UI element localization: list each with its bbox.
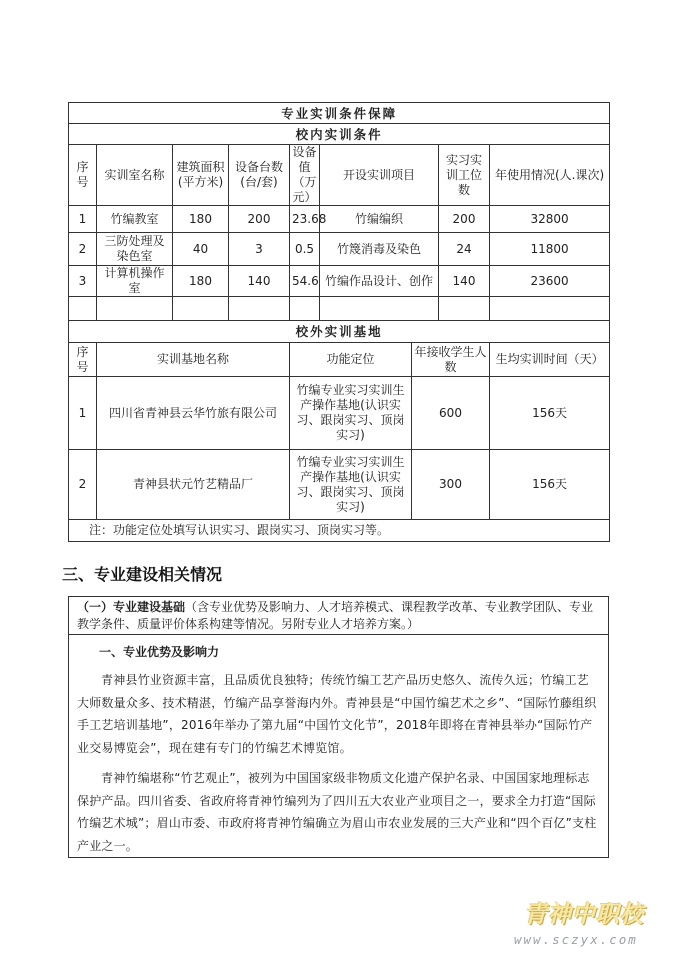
col-header-base-name: 实训基地名称 (97, 343, 290, 377)
cell: 0.5 (290, 233, 320, 266)
cell: 1 (69, 377, 97, 450)
cell: 140 (229, 266, 290, 297)
cell: 2 (69, 233, 97, 266)
cell: 11800 (490, 233, 610, 266)
internal-header-row (69, 145, 610, 206)
external-section-title: 校外实训基地 (69, 321, 610, 343)
col-header-equip-count: 设备台数(台/套) (229, 145, 290, 206)
table-title: 专业实训条件保障 (69, 103, 610, 124)
cell: 180 (173, 266, 229, 297)
cell: 计算机操作室 (97, 266, 173, 297)
col-header-room: 实训室名称 (97, 145, 173, 206)
table-row (69, 206, 610, 233)
col-header-usage: 年使用情况(人.课次) (490, 145, 610, 206)
watermark-logo: 青神中职校 (524, 902, 644, 928)
cell: 32800 (490, 206, 610, 233)
paragraph-1: 青神县竹业资源丰富，且品质优良独特；传统竹编工艺产品历史悠久、流传久远；竹编工艺大师数量众多、技术精湛，竹编产品享誉海内外。青神县是“中国竹编艺术之乡”、“国际竹藤组织手工艺培训基地”，2016年举办了第九届“中国竹文化节”，2018年即将在青神县举办“国际竹产业交易博览会”，现在建有专门的竹编艺术博览馆。 (77, 673, 597, 755)
cell: 三防处理及染色室 (97, 233, 173, 266)
cell: 300 (412, 450, 490, 520)
col-header-stations: 实习实训工位数 (439, 145, 490, 206)
cell: 3 (69, 266, 97, 297)
cell: 200 (229, 206, 290, 233)
cell: 3 (229, 233, 290, 266)
table-row (69, 266, 610, 297)
col-header-students: 年接收学生人数 (412, 343, 490, 377)
cell: 竹编专业实习实训生产操作基地(认识实习、跟岗实习、顶岗实习) (290, 450, 412, 520)
cell: 23.68 (290, 206, 320, 233)
col-header-equip-value: 设备值（万元） (290, 145, 320, 206)
box-description: （含专业优势及影响力、人才培养模式、课程教学改革、专业教学团队、专业教学条件、质量评价体系构建等情况。另附专业人才培养方案。） (77, 600, 594, 631)
box-title: （一）专业建设基础 (77, 600, 186, 614)
cell: 23600 (490, 266, 610, 297)
cell: 140 (439, 266, 490, 297)
cell: 200 (439, 206, 490, 233)
cell: 四川省青神县云华竹旅有限公司 (97, 377, 290, 450)
cell: 600 (412, 377, 490, 450)
cell: 竹编编织 (320, 206, 439, 233)
col-header-days: 生均实训时间（天） (490, 343, 610, 377)
cell: 156天 (490, 450, 610, 520)
internal-section-title: 校内实训条件 (69, 124, 610, 145)
cell: 24 (439, 233, 490, 266)
table-row (69, 233, 610, 266)
cell: 40 (173, 233, 229, 266)
external-header-row (69, 343, 610, 377)
col-header-area: 建筑面积(平方米) (173, 145, 229, 206)
watermark-url: www.sczyx.com (514, 932, 638, 947)
section-title: 三、专业建设相关情况 (62, 565, 223, 584)
cell: 竹编教室 (97, 206, 173, 233)
box-header (69, 597, 608, 635)
cell: 竹编作品设计、创作 (320, 266, 439, 297)
table-row-empty (69, 297, 610, 321)
cell: 156天 (490, 377, 610, 450)
paragraph-2: 青神竹编堪称“竹艺观止”，被列为中国国家级非物质文化遗产保护名录、中国国家地理标志保护产品。四川省委、省政府将青神竹编列为了四川五大农业产业项目之一，要求全力打造“国际竹编艺术城”；眉山市委、市政府将青神竹编确立为眉山市农业发展的三大产业和“四个百亿”支柱产业之一。 (77, 771, 597, 853)
col-header-project: 开设实训项目 (320, 145, 439, 206)
cell: 2 (69, 450, 97, 520)
cell: 青神县状元竹艺精品厂 (97, 450, 290, 520)
table-row (69, 377, 610, 450)
cell: 54.6 (290, 266, 320, 297)
cell: 竹编专业实习实训生产操作基地(认识实习、跟岗实习、顶岗实习) (290, 377, 412, 450)
sub-heading: 一、专业优势及影响力 (99, 645, 220, 659)
cell: 1 (69, 206, 97, 233)
table-note: 注：功能定位处填写认识实习、跟岗实习、顶岗实习等。 (69, 520, 610, 542)
training-conditions-table (68, 102, 610, 542)
table-row (69, 450, 610, 520)
cell: 180 (173, 206, 229, 233)
col-header-no: 序号 (69, 145, 97, 206)
construction-basis-box (68, 596, 609, 858)
col-header-no: 序号 (69, 343, 97, 377)
cell: 竹篾消毒及染色 (320, 233, 439, 266)
col-header-function: 功能定位 (290, 343, 412, 377)
